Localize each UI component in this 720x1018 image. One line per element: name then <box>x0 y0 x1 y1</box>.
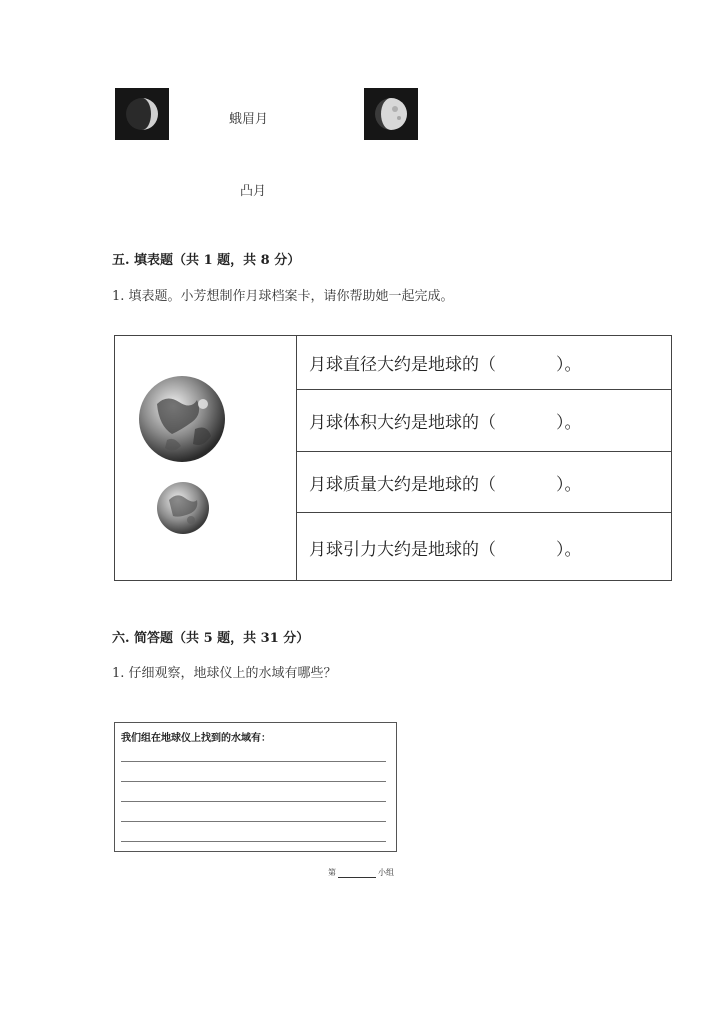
gibbous-moon-image <box>364 88 418 140</box>
row-label: 月球体积大约是地球的（ <box>309 413 496 433</box>
moon-profile-table <box>114 335 672 581</box>
fill-row-volume <box>297 390 671 452</box>
row-suffix: ）。 <box>556 474 582 495</box>
earth-moon-image-cell <box>115 336 297 580</box>
gibbous-moon-label: 凸月 <box>240 184 267 199</box>
row-label: 月球直径大约是地球的（ <box>309 355 496 375</box>
fill-rows <box>297 336 671 580</box>
fill-row-diameter <box>297 336 671 390</box>
fill-row-mass <box>297 452 671 513</box>
earth-image <box>137 374 227 464</box>
crescent-moon-label: 蛾眉月 <box>229 112 269 127</box>
water-areas-worksheet <box>114 722 397 852</box>
answer-line[interactable] <box>121 781 386 782</box>
row-suffix: ）。 <box>556 355 582 375</box>
row-label: 月球引力大约是地球的（ <box>309 540 496 560</box>
row-label: 月球质量大约是地球的（ <box>309 474 496 495</box>
answer-line[interactable] <box>121 841 386 842</box>
crescent-moon-image <box>115 88 169 140</box>
group-suffix: 小组 <box>378 868 394 877</box>
moon-image <box>155 480 211 536</box>
row-suffix: ）。 <box>556 540 582 560</box>
group-number-label <box>328 867 394 878</box>
answer-line[interactable] <box>121 801 386 802</box>
section6-question: 1. 仔细观察，地球仪上的水域有哪些？ <box>112 666 337 681</box>
worksheet-title: 我们组在地球仪上找到的水域有： <box>121 733 271 744</box>
answer-line[interactable] <box>121 761 386 762</box>
answer-line[interactable] <box>121 821 386 822</box>
group-prefix: 第 <box>328 868 336 877</box>
section5-question: 1. 填表题。小芳想制作月球档案卡，请你帮助她一起完成。 <box>112 289 454 304</box>
row-suffix: ）。 <box>556 413 582 433</box>
section6-title: 六. 简答题（共 5 题，共 31 分） <box>112 631 310 646</box>
group-number-blank[interactable] <box>338 877 376 878</box>
section5-title: 五. 填表题（共 1 题，共 8 分） <box>112 253 301 268</box>
fill-row-gravity <box>297 513 671 582</box>
